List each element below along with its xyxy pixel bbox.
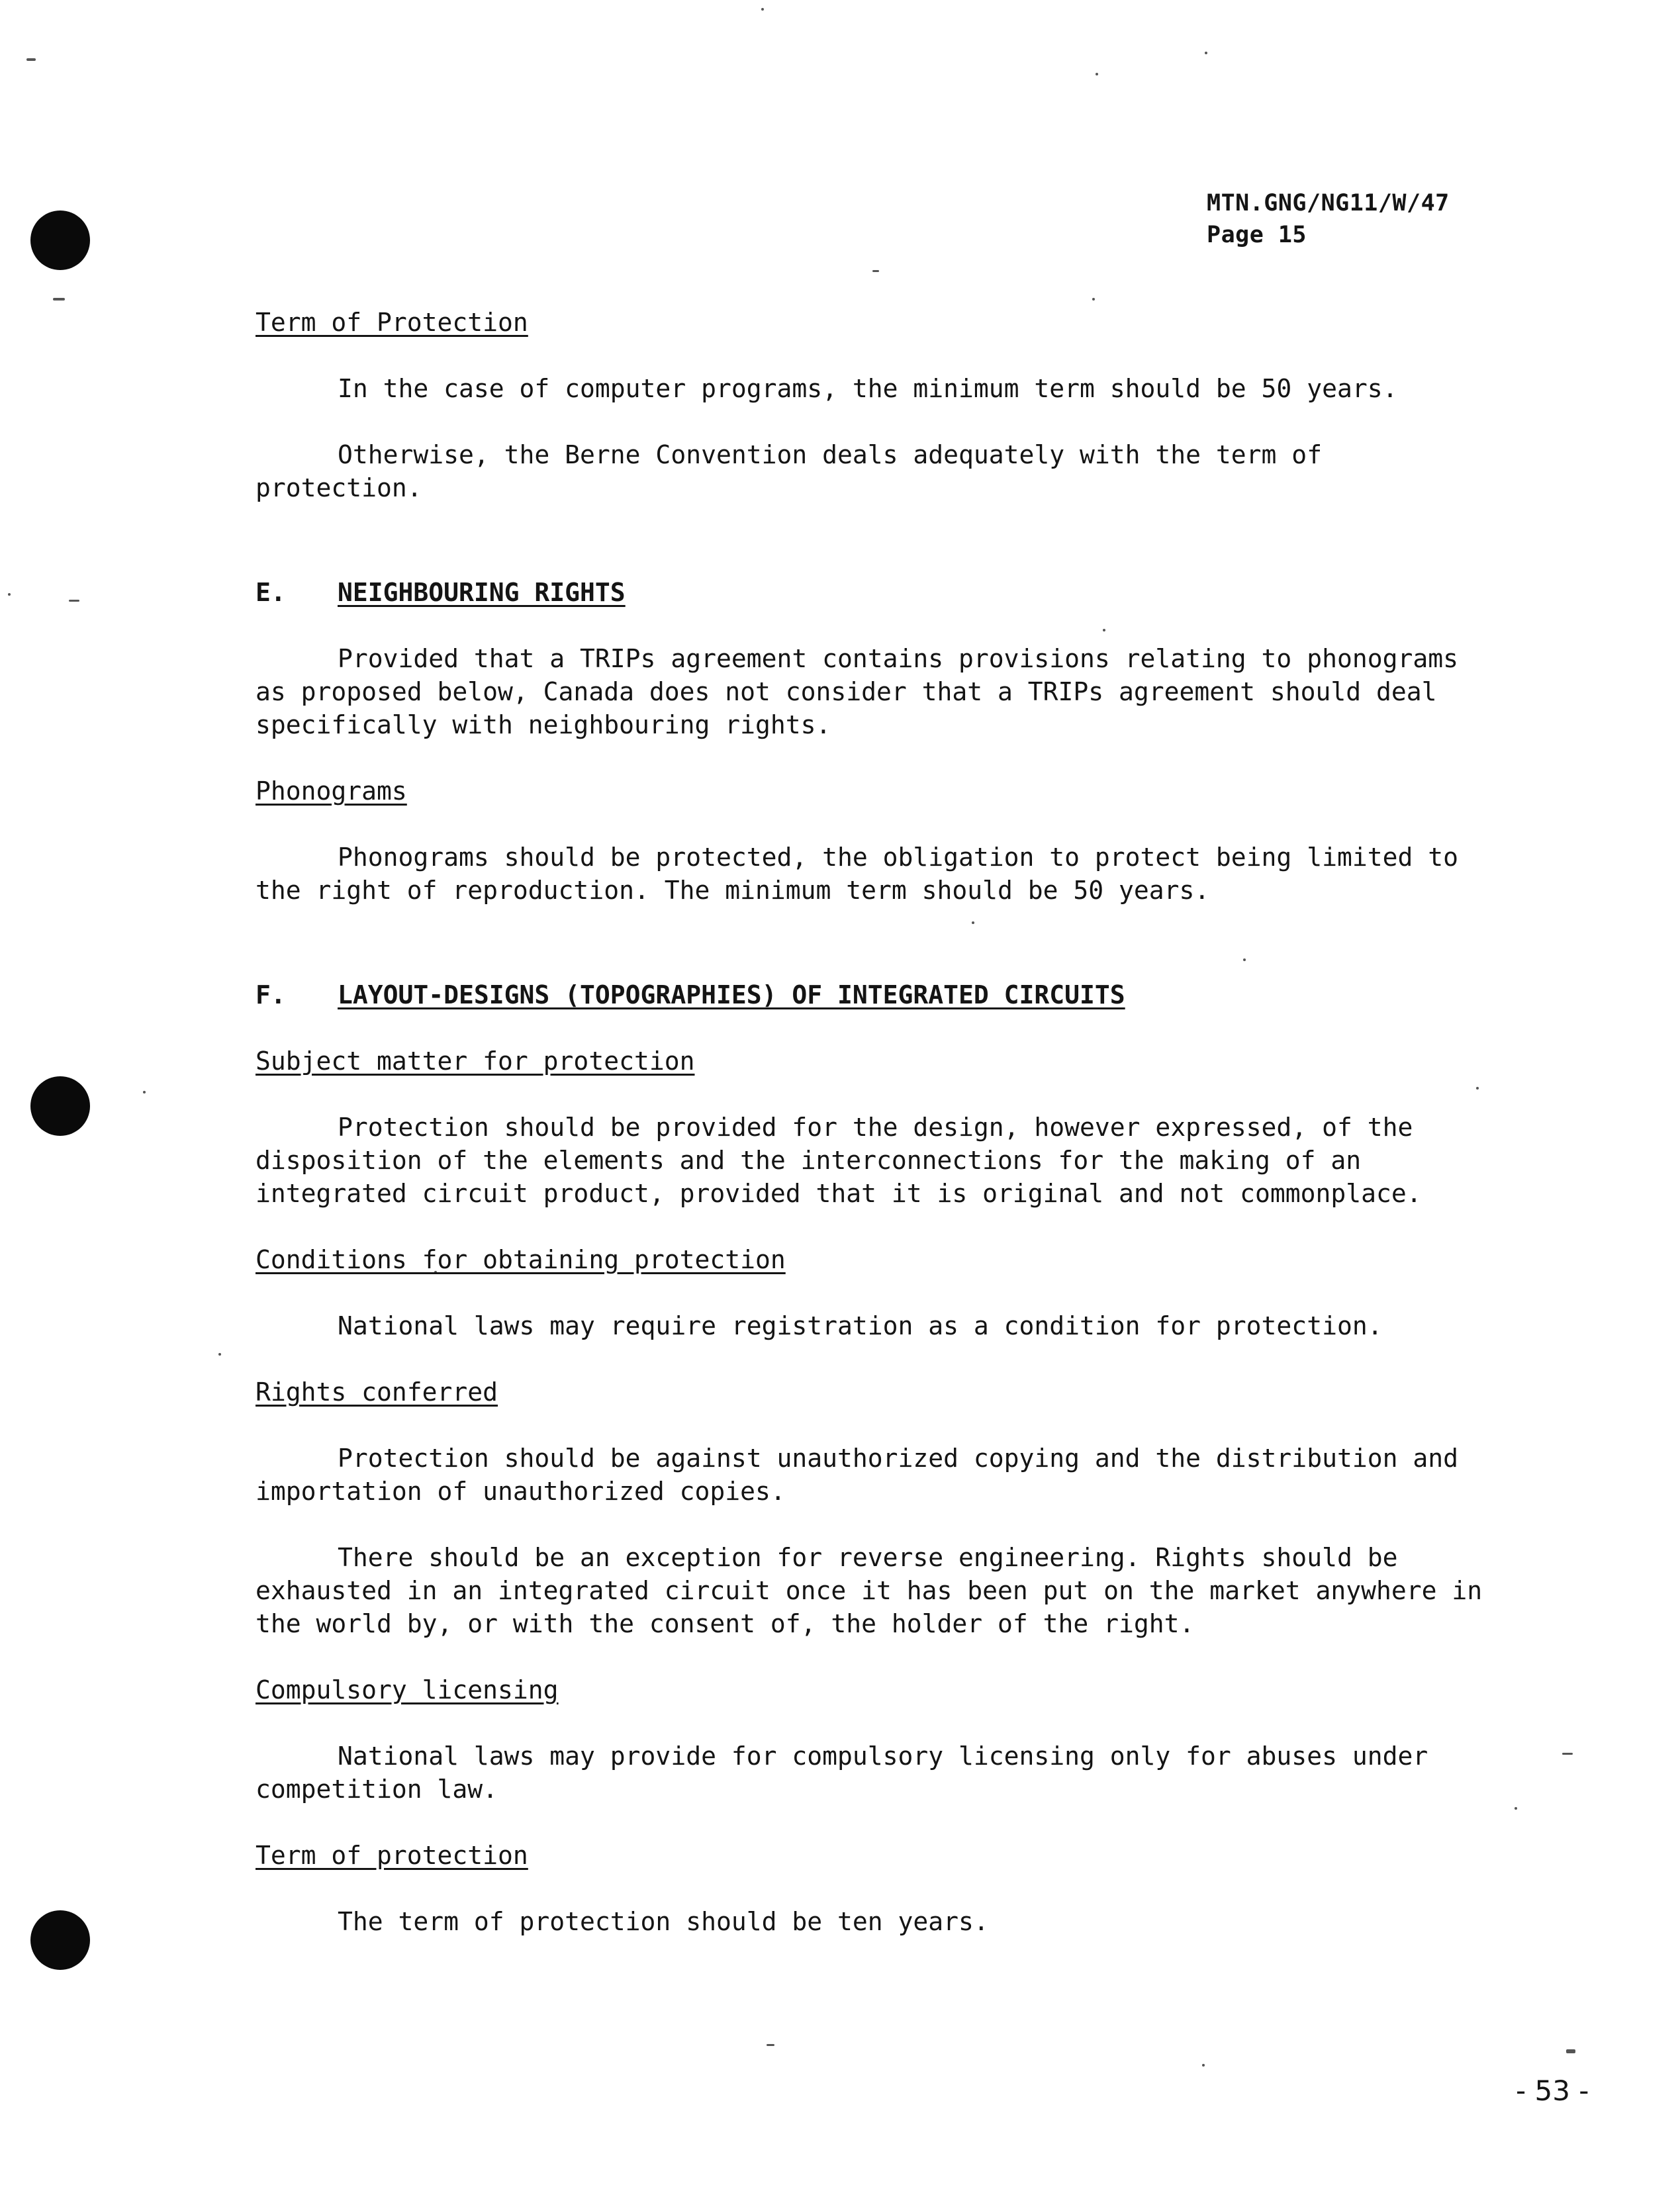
compulsory-licensing-heading: Compulsory licensing [256,1675,559,1704]
scan-speck [1515,1807,1517,1810]
page-label: Page 15 [1207,222,1307,248]
term-2-paragraph: The term of protection should be ten years. [338,1907,989,1936]
neighbouring-rights-paragraph: Provided that a TRIPs agreement contains provisions relating to phonograms as proposed below, Canada does not consider that a TRIPs agreement should deal specifically with neighbouring rights. [256,644,1458,739]
punch-hole-top [30,210,90,270]
section-f-title: LAYOUT-DESIGNS (TOPOGRAPHIES) OF INTEGRATED CIRCUITS [338,980,1125,1009]
compulsory-licensing-paragraph: National laws may provide for compulsory licensing only for abuses under competition law. [256,1742,1428,1804]
term-of-protection-2-heading: Term of protection [256,1841,528,1870]
scan-speck [143,1091,146,1094]
page-number: - 53 - [1516,2074,1589,2107]
section-e-heading [256,576,1500,609]
scan-speck [872,270,879,272]
subject-matter-heading: Subject matter for protection [256,1047,695,1076]
punch-hole-middle [30,1076,90,1136]
conditions-paragraph: National laws may require registration as a condition for protection. [338,1311,1383,1340]
scan-speck [69,600,79,602]
scan-speck [1566,2049,1575,2053]
section-f-heading [256,978,1500,1011]
scan-speck [761,8,764,11]
page-header [1207,187,1450,251]
scan-speck [1205,52,1207,54]
term-paragraph-1: In the case of computer programs, the minimum term should be 50 years. [338,374,1398,403]
scan-speck [8,593,11,596]
scan-speck [1202,2064,1205,2067]
scan-speck [218,1353,221,1356]
document-body [256,306,1500,1938]
scan-speck [1096,73,1098,75]
scan-speck [1092,298,1095,301]
subject-matter-paragraph: Protection should be provided for the design, however expressed, of the disposition of the elements and the interconnections for the making of an integrated circuit product, provided that it is original and not commonplace. [256,1113,1422,1208]
punch-hole-bottom [30,1910,90,1970]
section-f-letter: F. [256,980,286,1009]
phonograms-heading: Phonograms [256,776,407,806]
scan-speck [26,58,36,61]
rights-paragraph-1: Protection should be against unauthorized copying and the distribution and importation of unauthorized copies. [256,1444,1458,1506]
document-reference: MTN.GNG/NG11/W/47 [1207,190,1450,216]
section-e-letter: E. [256,578,286,607]
scan-speck [53,298,65,301]
phonograms-paragraph: Phonograms should be protected, the obligation to protect being limited to the right of reproduction. The minimum term should be 50 years. [256,843,1458,905]
term-paragraph-2: Otherwise, the Berne Convention deals adequately with the term of protection. [256,440,1323,502]
section-e-title: NEIGHBOURING RIGHTS [338,578,626,607]
rights-paragraph-2: There should be an exception for reverse engineering. Rights should be exhausted in an integrated circuit once it has been put on the market anywhere in the world by, or with the consent of, the holder of the right. [256,1543,1483,1638]
term-of-protection-heading: Term of Protection [256,308,528,337]
conditions-heading: Conditions for obtaining protection [256,1245,786,1274]
rights-conferred-heading: Rights conferred [256,1377,498,1407]
scan-speck [1562,1753,1573,1755]
scan-speck [767,2044,774,2046]
